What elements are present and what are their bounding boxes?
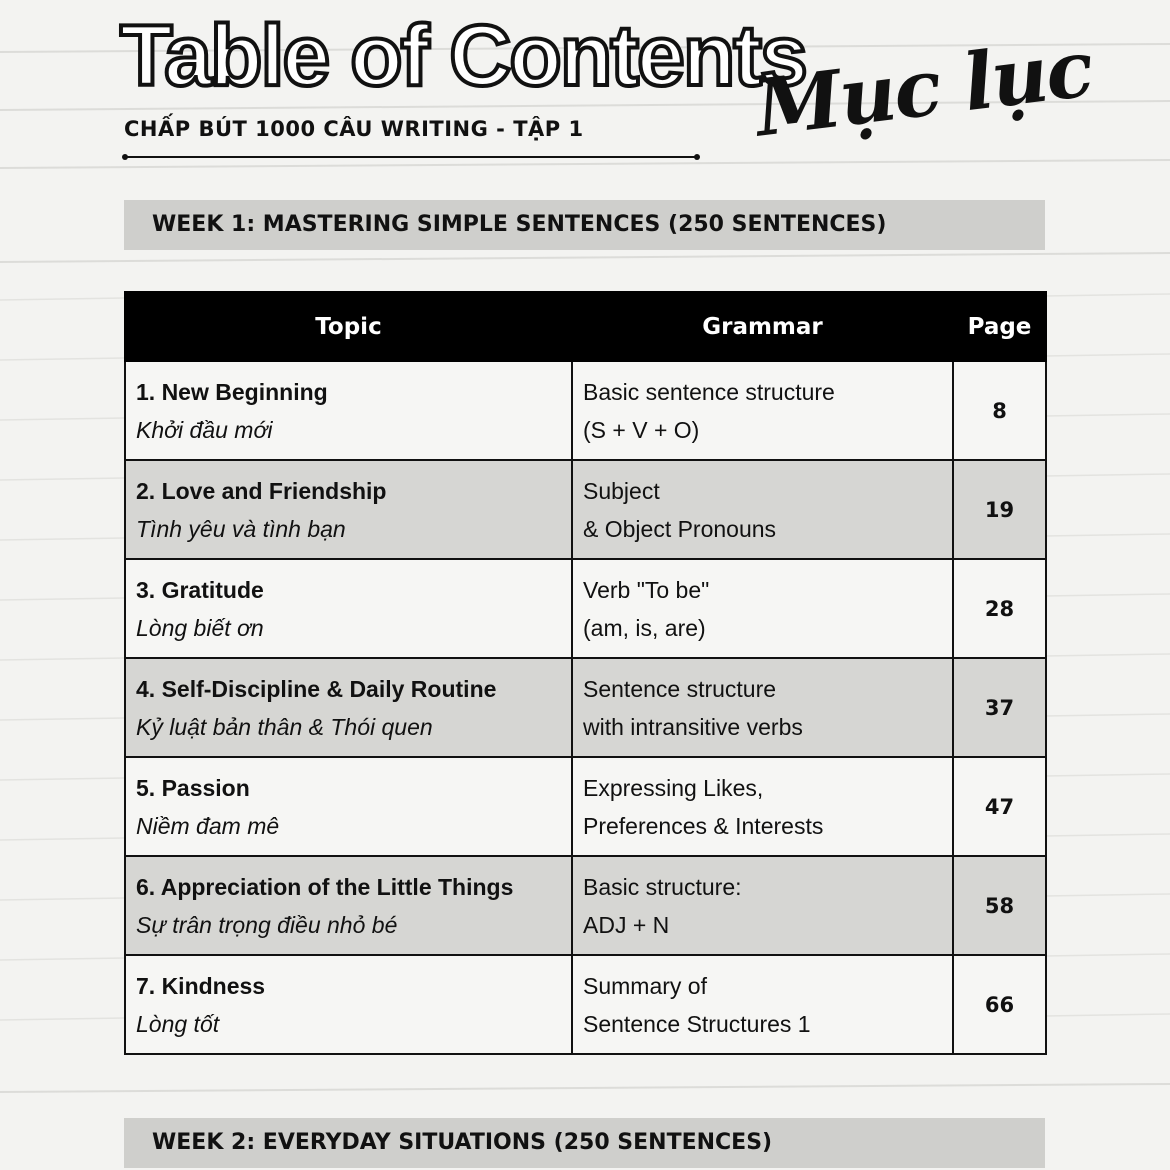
grammar-cell <box>572 658 953 757</box>
topic-title: 2. Love and Friendship <box>136 477 387 504</box>
topic-title: 5. Passion <box>136 774 250 801</box>
topic-cell <box>125 757 572 856</box>
week-1-heading: WEEK 1: MASTERING SIMPLE SENTENCES (250 SENTENCES) <box>124 200 1045 250</box>
page-number: 19 <box>953 460 1046 559</box>
page-number: 28 <box>953 559 1046 658</box>
topic-translation: Niềm đam mê <box>136 812 280 839</box>
grammar-line: & Object Pronouns <box>583 515 777 542</box>
grammar-line: Basic structure: <box>583 873 742 900</box>
topic-translation: Kỷ luật bản thân & Thói quen <box>136 713 433 740</box>
page-number: 37 <box>953 658 1046 757</box>
grammar-line: Subject <box>583 477 660 504</box>
topic-title: 1. New Beginning <box>136 378 328 405</box>
table-row <box>125 658 1046 757</box>
topic-cell <box>125 955 572 1054</box>
topic-cell <box>125 856 572 955</box>
grammar-cell <box>572 856 953 955</box>
column-header-topic: Topic <box>125 292 572 361</box>
topic-cell <box>125 361 572 460</box>
grammar-cell <box>572 559 953 658</box>
topic-title: 6. Appreciation of the Little Things <box>136 873 514 900</box>
grammar-line: Summary of <box>583 972 707 999</box>
grammar-cell <box>572 361 953 460</box>
page-number: 47 <box>953 757 1046 856</box>
topic-translation: Tình yêu và tình bạn <box>136 515 346 542</box>
column-header-grammar: Grammar <box>572 292 953 361</box>
grammar-cell <box>572 757 953 856</box>
topic-translation: Khởi đầu mới <box>136 416 273 443</box>
topic-title: 7. Kindness <box>136 972 266 999</box>
column-header-page: Page <box>953 292 1046 361</box>
topic-cell <box>125 559 572 658</box>
page-number: 58 <box>953 856 1046 955</box>
grammar-line: Sentence Structures 1 <box>583 1010 811 1037</box>
grammar-line: ADJ + N <box>583 911 670 938</box>
topic-translation: Sự trân trọng điều nhỏ bé <box>136 911 398 938</box>
topic-cell <box>125 658 572 757</box>
topic-title: 3. Gratitude <box>136 576 264 603</box>
table-row <box>125 361 1046 460</box>
topic-title: 4. Self-Discipline & Daily Routine <box>136 675 497 702</box>
topic-cell <box>125 460 572 559</box>
table-row <box>125 757 1046 856</box>
grammar-cell <box>572 460 953 559</box>
grammar-line: Expressing Likes, <box>583 774 764 801</box>
table-row <box>125 460 1046 559</box>
page-number: 66 <box>953 955 1046 1054</box>
topic-translation: Lòng biết ơn <box>136 614 264 641</box>
grammar-line: Preferences & Interests <box>583 812 824 839</box>
table-row <box>125 955 1046 1054</box>
topic-translation: Lòng tốt <box>136 1010 220 1037</box>
subtitle-divider <box>124 156 698 158</box>
grammar-line: Basic sentence structure <box>583 378 835 405</box>
grammar-line: (am, is, are) <box>583 614 706 641</box>
contents-table <box>124 291 1047 1055</box>
grammar-cell <box>572 955 953 1054</box>
table-row <box>125 559 1046 658</box>
page-number: 8 <box>953 361 1046 460</box>
week-2-heading: WEEK 2: EVERYDAY SITUATIONS (250 SENTENCES) <box>124 1118 1045 1168</box>
page-subtitle: CHẤP BÚT 1000 CÂU WRITING - TẬP 1 <box>124 117 584 141</box>
grammar-line: (S + V + O) <box>583 416 700 443</box>
grammar-line: Verb "To be" <box>583 576 710 603</box>
page-title-script: Mục lục <box>750 23 1097 155</box>
table-row <box>125 856 1046 955</box>
grammar-line: Sentence structure <box>583 675 777 702</box>
table-header-row <box>125 292 1046 361</box>
page-title: Table of Contents <box>120 8 806 104</box>
grammar-line: with intransitive verbs <box>583 713 803 740</box>
